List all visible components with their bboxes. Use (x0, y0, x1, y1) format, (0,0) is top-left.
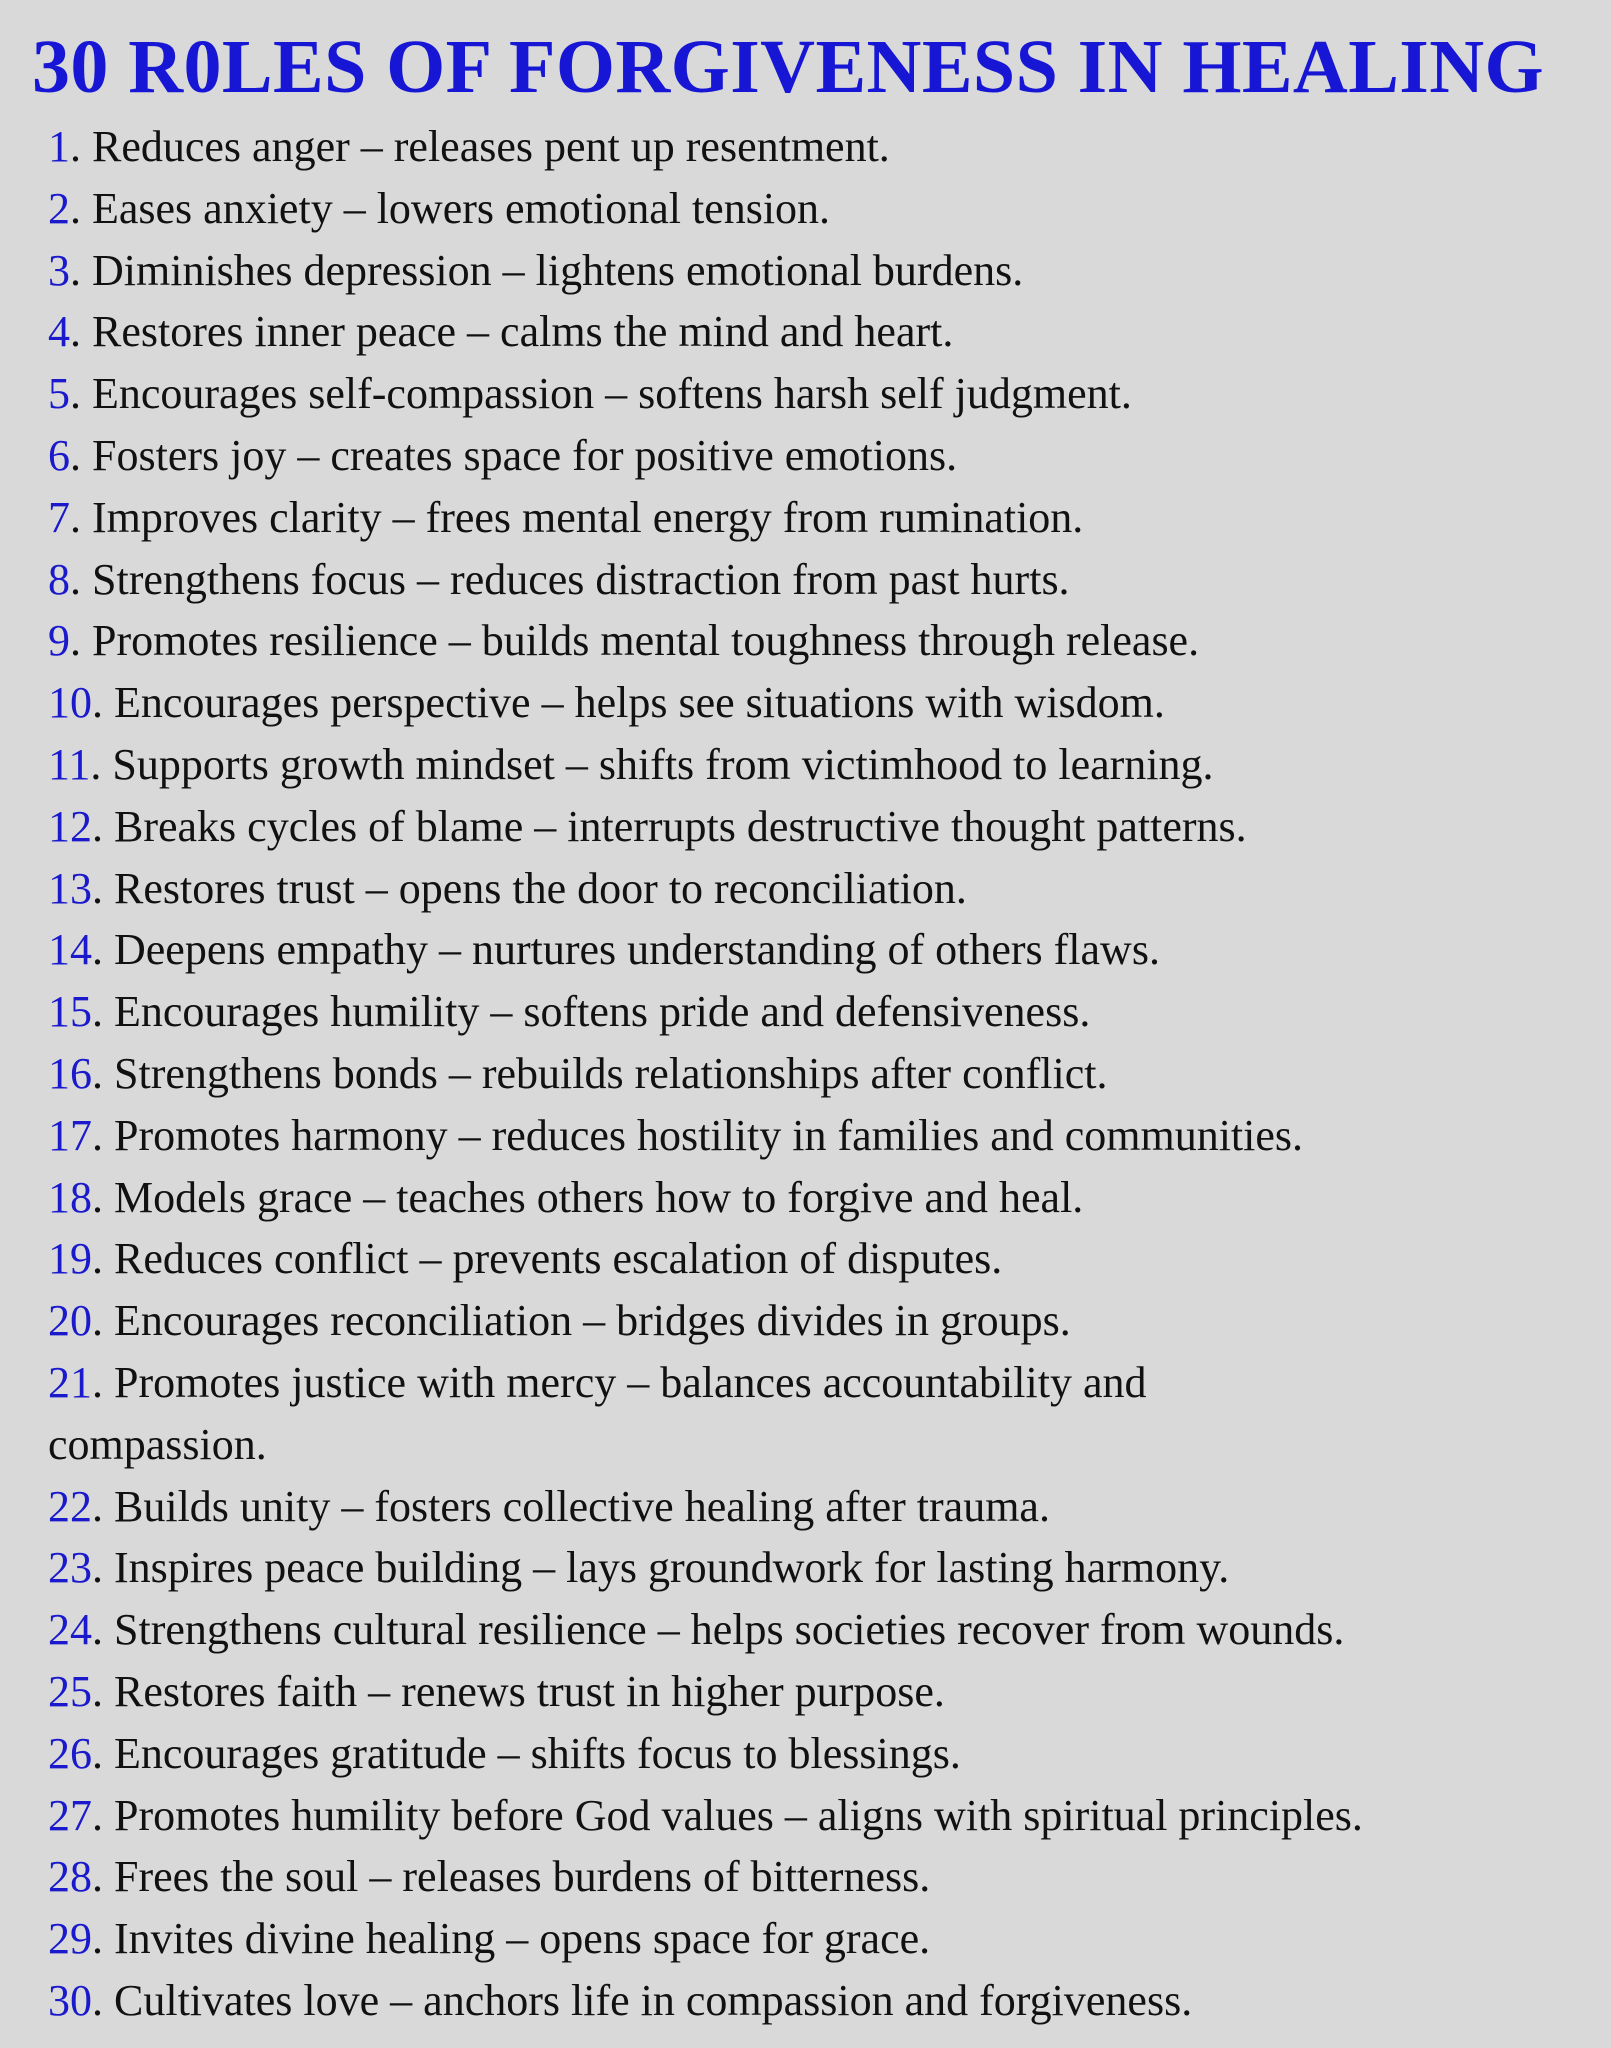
item-number: 29 (48, 1914, 92, 1964)
item-text: Encourages humility – softens pride and defensiveness. (114, 987, 1091, 1037)
item-text: Strengthens focus – reduces distraction from past hurts. (92, 554, 1070, 604)
list-item: 8. Strengthens focus – reduces distraction from past hurts. (48, 554, 1070, 604)
list-item: 11. Supports growth mindset – shifts from victimhood to learning. (48, 739, 1214, 789)
item-number: 13 (48, 863, 92, 913)
item-number: 1 (48, 122, 70, 171)
roles-list (48, 116, 1588, 2032)
item-number: 20 (48, 1296, 92, 1346)
list-item: 27. Promotes humility before God values – aligns with spiritual principles. (48, 1790, 1363, 1840)
item-text: Encourages self-compassion – softens harsh self judgment. (92, 369, 1132, 419)
item-text: Restores faith – renews trust in higher purpose. (114, 1666, 945, 1716)
item-text: Restores inner peace – calms the mind and heart. (92, 307, 954, 357)
item-number: 23 (48, 1543, 92, 1593)
item-text: Strengthens cultural resilience – helps societies recover from wounds. (114, 1605, 1345, 1655)
list-item: 24. Strengthens cultural resilience – helps societies recover from wounds. (48, 1605, 1345, 1655)
item-number: 14 (48, 925, 92, 975)
item-number: 9 (48, 616, 70, 666)
item-number: 26 (48, 1728, 92, 1778)
list-item: 10. Encourages perspective – helps see situations with wisdom. (48, 678, 1165, 728)
item-number: 24 (48, 1605, 92, 1655)
item-number: 3 (48, 245, 70, 295)
list-item: 22. Builds unity – fosters collective healing after trauma. (48, 1481, 1050, 1531)
item-text: Improves clarity – frees mental energy from rumination. (92, 492, 1084, 542)
list-item: 14. Deepens empathy – nurtures understanding of others flaws. (48, 925, 1160, 975)
list-item: 3. Diminishes depression – lightens emotional burdens. (48, 245, 1024, 295)
item-text: Models grace – teaches others how to forgive and heal. (114, 1172, 1084, 1222)
item-text: Restores trust – opens the door to reconciliation. (114, 863, 967, 913)
item-number: 17 (48, 1110, 92, 1160)
item-text: Encourages perspective – helps see situations with wisdom. (114, 678, 1165, 728)
item-number: 21 (48, 1357, 92, 1407)
item-text: Promotes harmony – reduces hostility in families and communities. (114, 1110, 1304, 1160)
item-text: Reduces conflict – prevents escalation of disputes. (114, 1234, 1003, 1284)
item-number: 6 (48, 430, 70, 480)
list-item: 20. Encourages reconciliation – bridges divides in groups. (48, 1296, 1071, 1346)
list-item: 6. Fosters joy – creates space for positive emotions. (48, 430, 958, 480)
item-number: 5 (48, 369, 70, 419)
list-item: 17. Promotes harmony – reduces hostility in families and communities. (48, 1110, 1304, 1160)
list-item: 7. Improves clarity – frees mental energy from rumination. (48, 492, 1084, 542)
item-text: Reduces anger – releases pent up resentment. (92, 122, 890, 171)
item-number: 25 (48, 1666, 92, 1716)
item-number: 16 (48, 1048, 92, 1098)
item-number: 28 (48, 1852, 92, 1902)
list-item: 29. Invites divine healing – opens space for grace. (48, 1914, 931, 1964)
item-text: Cultivates love – anchors life in compassion and forgiveness. (114, 1975, 1193, 2025)
item-number: 18 (48, 1172, 92, 1222)
list-item: 5. Encourages self-compassion – softens harsh self judgment. (48, 369, 1132, 419)
item-number: 30 (48, 1975, 92, 2025)
item-text: Promotes resilience – builds mental toughness through release. (92, 616, 1200, 666)
item-text: Encourages reconciliation – bridges divides in groups. (114, 1296, 1071, 1346)
list-item: 2. Eases anxiety – lowers emotional tension. (48, 183, 831, 233)
item-number: 4 (48, 307, 70, 357)
list-item: 19. Reduces conflict – prevents escalation of disputes. (48, 1234, 1003, 1284)
list-item: 25. Restores faith – renews trust in higher purpose. (48, 1666, 945, 1716)
list-item: 4. Restores inner peace – calms the mind and heart. (48, 307, 954, 357)
list-item: 23. Inspires peace building – lays groundwork for lasting harmony. (48, 1543, 1230, 1593)
item-number: 10 (48, 678, 92, 728)
item-text: Promotes justice with mercy – balances accountability and compassion. (48, 1357, 1147, 1469)
list-item: 21. Promotes justice with mercy – balances accountability and compassion. (48, 1357, 1147, 1469)
item-number: 8 (48, 554, 70, 604)
list-item: 26. Encourages gratitude – shifts focus to blessings. (48, 1728, 961, 1778)
item-text: Fosters joy – creates space for positive emotions. (92, 430, 958, 480)
item-text: Deepens empathy – nurtures understanding of others flaws. (114, 925, 1160, 975)
list-item: 12. Breaks cycles of blame – interrupts destructive thought patterns. (48, 801, 1247, 851)
item-text: Builds unity – fosters collective healing after trauma. (114, 1481, 1050, 1531)
item-text: Promotes humility before God values – aligns with spiritual principles. (114, 1790, 1363, 1840)
list-item: 16. Strengthens bonds – rebuilds relationships after conflict. (48, 1048, 1108, 1098)
item-text: Strengthens bonds – rebuilds relationships after conflict. (114, 1048, 1108, 1098)
item-number: 19 (48, 1234, 92, 1284)
list-item: 9. Promotes resilience – builds mental toughness through release. (48, 616, 1200, 666)
list-item: 18. Models grace – teaches others how to forgive and heal. (48, 1172, 1084, 1222)
list-item: 15. Encourages humility – softens pride and defensiveness. (48, 987, 1091, 1037)
item-text: Eases anxiety – lowers emotional tension. (92, 183, 831, 233)
item-text: Supports growth mindset – shifts from victimhood to learning. (112, 739, 1214, 789)
item-number: 27 (48, 1790, 92, 1840)
item-number: 12 (48, 801, 92, 851)
list-item: 13. Restores trust – opens the door to reconciliation. (48, 863, 967, 913)
item-text: Breaks cycles of blame – interrupts destructive thought patterns. (114, 801, 1247, 851)
item-text: Frees the soul – releases burdens of bitterness. (114, 1852, 931, 1902)
item-number: 11 (48, 739, 91, 789)
item-number: 22 (48, 1481, 92, 1531)
list-item: 30. Cultivates love – anchors life in compassion and forgiveness. (48, 1975, 1193, 2025)
item-number: 15 (48, 987, 92, 1037)
item-text: Diminishes depression – lightens emotional burdens. (92, 245, 1024, 295)
list-item: 28. Frees the soul – releases burdens of bitterness. (48, 1852, 931, 1902)
item-number: 2 (48, 183, 70, 233)
poster-title: 30 R0LES OF FORGIVENESS IN HEALING (32, 25, 1545, 109)
item-text: Inspires peace building – lays groundwork for lasting harmony. (114, 1543, 1230, 1593)
list-item: 1. Reduces anger – releases pent up resentment. (48, 122, 890, 171)
item-number: 7 (48, 492, 70, 542)
item-text: Encourages gratitude – shifts focus to blessings. (114, 1728, 961, 1778)
item-text: Invites divine healing – opens space for grace. (114, 1914, 931, 1964)
